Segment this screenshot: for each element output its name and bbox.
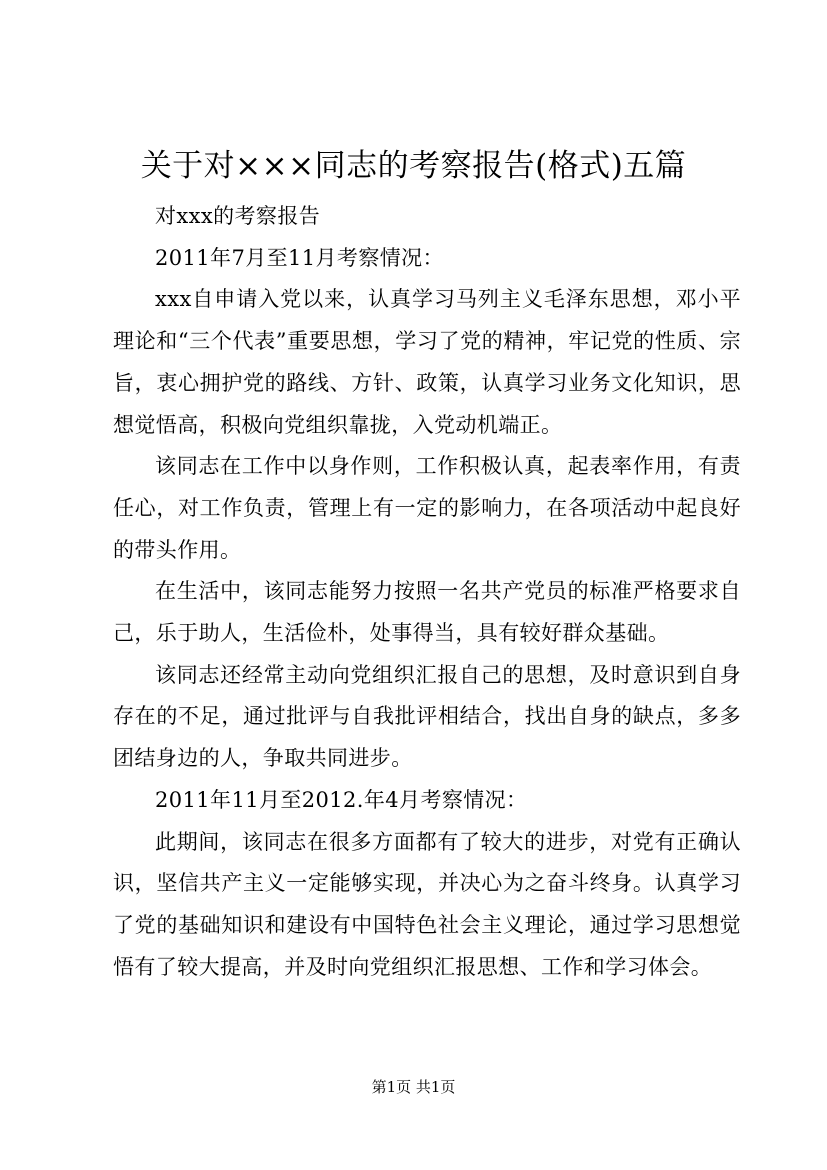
page-footer: 第1页 共1页 — [371, 1078, 456, 1096]
document-title: 关于对×××同志的考察报告(格式)五篇 — [140, 148, 687, 184]
paragraph-daily-life: 在生活中，该同志能努力按照一名共产党员的标准严格要求自己，乐于助人，生活俭朴，处事得当，具有较好群众基础。 — [113, 579, 741, 646]
paragraph-period-2-heading: 2011年11月至2012.年4月考察情况： — [155, 787, 528, 812]
paragraph-report-heading: 对xxx的考察报告 — [155, 204, 321, 228]
paragraph-period-1-heading: 2011年7月至11月考察情况： — [155, 245, 444, 270]
paragraph-self-reflection: 该同志还经常主动向党组织汇报自己的思想，及时意识到自身存在的不足，通过批评与自我批评相结合，找出自身的缺点，多多团结身边的人，争取共同进步。 — [113, 662, 741, 771]
document-body — [113, 196, 741, 988]
paragraph-political-study: xxx自申请入党以来，认真学习马列主义毛泽东思想，邓小平理论和“三个代表”重要思想，学习了党的精神，牢记党的性质、宗旨，衷心拥护党的路线、方针、政策，认真学习业务文化知识，思想觉悟高，积极向党组织靠拢，入党动机端正。 — [113, 287, 741, 437]
paragraph-progress: 此期间，该同志在很多方面都有了较大的进步，对党有正确认识，坚信共产主义一定能够实现，并决心为之奋斗终身。认真学习了党的基础知识和建设有中国特色社会主义理论，通过学习思想觉悟有了较大提高，并及时向党组织汇报思想、工作和学习体会。 — [113, 829, 741, 979]
paragraph-work-performance: 该同志在工作中以身作则，工作积极认真，起表率作用，有责任心，对工作负责，管理上有一定的影响力，在各项活动中起良好的带头作用。 — [113, 454, 741, 562]
